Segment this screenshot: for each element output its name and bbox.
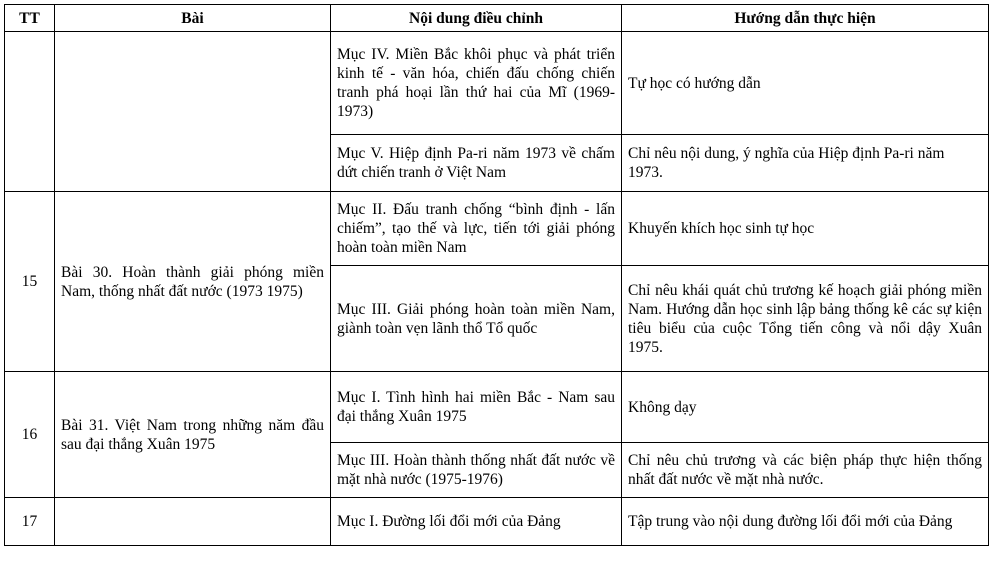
cell-huong-dan: Không dạy: [622, 372, 989, 443]
table-row: [5, 32, 989, 135]
cell-noi-dung: Mục II. Đấu tranh chống “bình định - lấn chiếm”, tạo thế và lực, tiến tới giải phóng hoàn toàn miền Nam: [331, 192, 622, 266]
cell-noi-dung: Mục V. Hiệp định Pa-ri năm 1973 về chấm dứt chiến tranh ở Việt Nam: [331, 135, 622, 192]
cell-huong-dan: Tự học có hướng dẫn: [622, 32, 989, 135]
cell-bai: [55, 32, 331, 192]
cell-huong-dan: Chỉ nêu khái quát chủ trương kế hoạch giải phóng miền Nam. Hướng dẫn học sinh lập bảng thống kê các sự kiện tiêu biểu của cuộc Tổng tiến công và nổi dậy Xuân 1975.: [622, 266, 989, 372]
header-tt: TT: [5, 5, 55, 32]
cell-tt: 17: [5, 498, 55, 546]
cell-bai: Bài 30. Hoàn thành giải phóng miền Nam, thống nhất đất nước (1973 1975): [55, 192, 331, 372]
cell-tt: 16: [5, 372, 55, 498]
cell-noi-dung: Mục I. Đường lối đổi mới của Đảng: [331, 498, 622, 546]
cell-bai: Bài 31. Việt Nam trong những năm đầu sau đại thắng Xuân 1975: [55, 372, 331, 498]
cell-huong-dan: Chỉ nêu chủ trương và các biện pháp thực hiện thống nhất đất nước về mặt nhà nước.: [622, 443, 989, 498]
cell-noi-dung: Mục IV. Miền Bắc khôi phục và phát triển kinh tế - văn hóa, chiến đấu chống chiến tranh phá hoại lần thứ hai của Mĩ (1969-1973): [331, 32, 622, 135]
cell-huong-dan: Chỉ nêu nội dung, ý nghĩa của Hiệp định Pa-ri năm 1973.: [622, 135, 989, 192]
table-row: [5, 192, 989, 266]
cell-noi-dung: Mục III. Giải phóng hoàn toàn miền Nam, giành toàn vẹn lãnh thổ Tổ quốc: [331, 266, 622, 372]
table-row: [5, 498, 989, 546]
header-bai: Bài: [55, 5, 331, 32]
cell-noi-dung: Mục III. Hoàn thành thống nhất đất nước về mặt nhà nước (1975-1976): [331, 443, 622, 498]
cell-tt: [5, 32, 55, 192]
cell-huong-dan: Tập trung vào nội dung đường lối đổi mới của Đảng: [622, 498, 989, 546]
header-noi-dung: Nội dung điều chỉnh: [331, 5, 622, 32]
cell-tt: 15: [5, 192, 55, 372]
curriculum-adjustment-table: [4, 4, 989, 546]
cell-huong-dan: Khuyến khích học sinh tự học: [622, 192, 989, 266]
cell-noi-dung: Mục I. Tình hình hai miền Bắc - Nam sau đại thắng Xuân 1975: [331, 372, 622, 443]
header-huong-dan: Hướng dẫn thực hiện: [622, 5, 989, 32]
cell-bai: [55, 498, 331, 546]
header-row: [5, 5, 989, 32]
table-row: [5, 372, 989, 443]
